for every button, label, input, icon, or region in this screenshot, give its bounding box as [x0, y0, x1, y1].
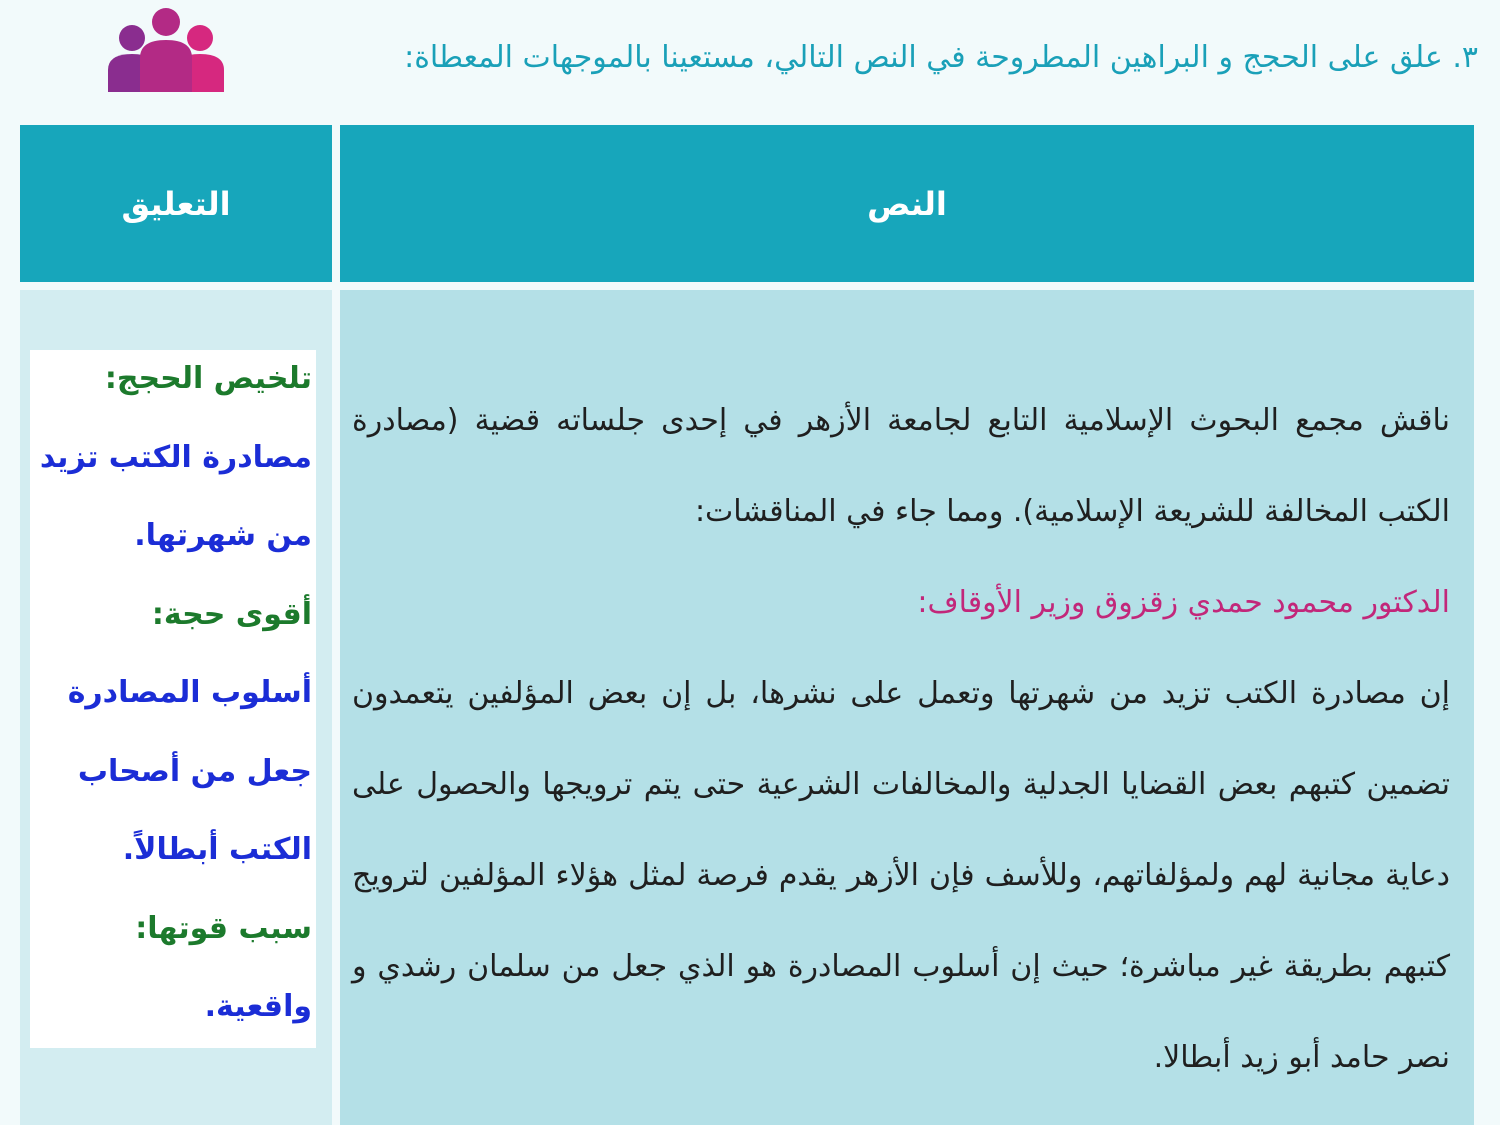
strongest-line-1: أسلوب المصادرة — [67, 675, 312, 710]
exercise-instruction: ٣. علق على الحجج و البراهين المطروحة في النص التالي، مستعينا بالموجهات المعطاة: — [404, 40, 1478, 75]
reason-label: سبب قوتها: — [135, 910, 312, 946]
strongest-label: أقوى حجة: — [151, 596, 312, 632]
summary-line-1: مصادرة الكتب تزيد — [39, 439, 312, 475]
passage-speaker: الدكتور محمود حمدي زقزوق وزير الأوقاف: — [917, 585, 1450, 620]
summary-label: تلخيص الحجج: — [104, 361, 312, 396]
comment-answers — [30, 340, 312, 1047]
passage-quote: إن مصادرة الكتب تزيد من شهرتها وتعمل على نشرها، بل إن بعض المؤلفين يتعمدون تضمين كتبهم بعض القضايا الجدلية والمخالفات الشرعية حتى يتم ترويجها والحصول على دعاية مجانية لهم ولمؤلفاتهم، وللأسف فإن الأزهر يقدم فرصة لمثل هؤلاء المؤلفين لترويج كتبهم بطريقة غير مباشرة؛ حيث إن أسلوب المصادرة هو الذي جعل من سلمان رشدي و نصر حامد أبو زيد أبطالا. — [352, 676, 1450, 1075]
strongest-line-3: الكتب أبطالاً. — [122, 832, 312, 867]
header-comment-column: التعليق — [20, 125, 332, 282]
summary-line-2: من شهرتها. — [134, 518, 312, 553]
strongest-line-2: جعل من أصحاب — [77, 753, 312, 789]
passage-text — [352, 375, 1450, 1103]
header-text-column: النص — [340, 125, 1474, 282]
reason-value: واقعية. — [204, 989, 312, 1024]
group-people-icon — [104, 4, 228, 94]
passage-intro: ناقش مجمع البحوث الإسلامية التابع لجامعة الأزهر في إحدى جلساته قضية (مصادرة الكتب المخالفة للشريعة الإسلامية). ومما جاء في المناقشات: — [352, 403, 1450, 529]
